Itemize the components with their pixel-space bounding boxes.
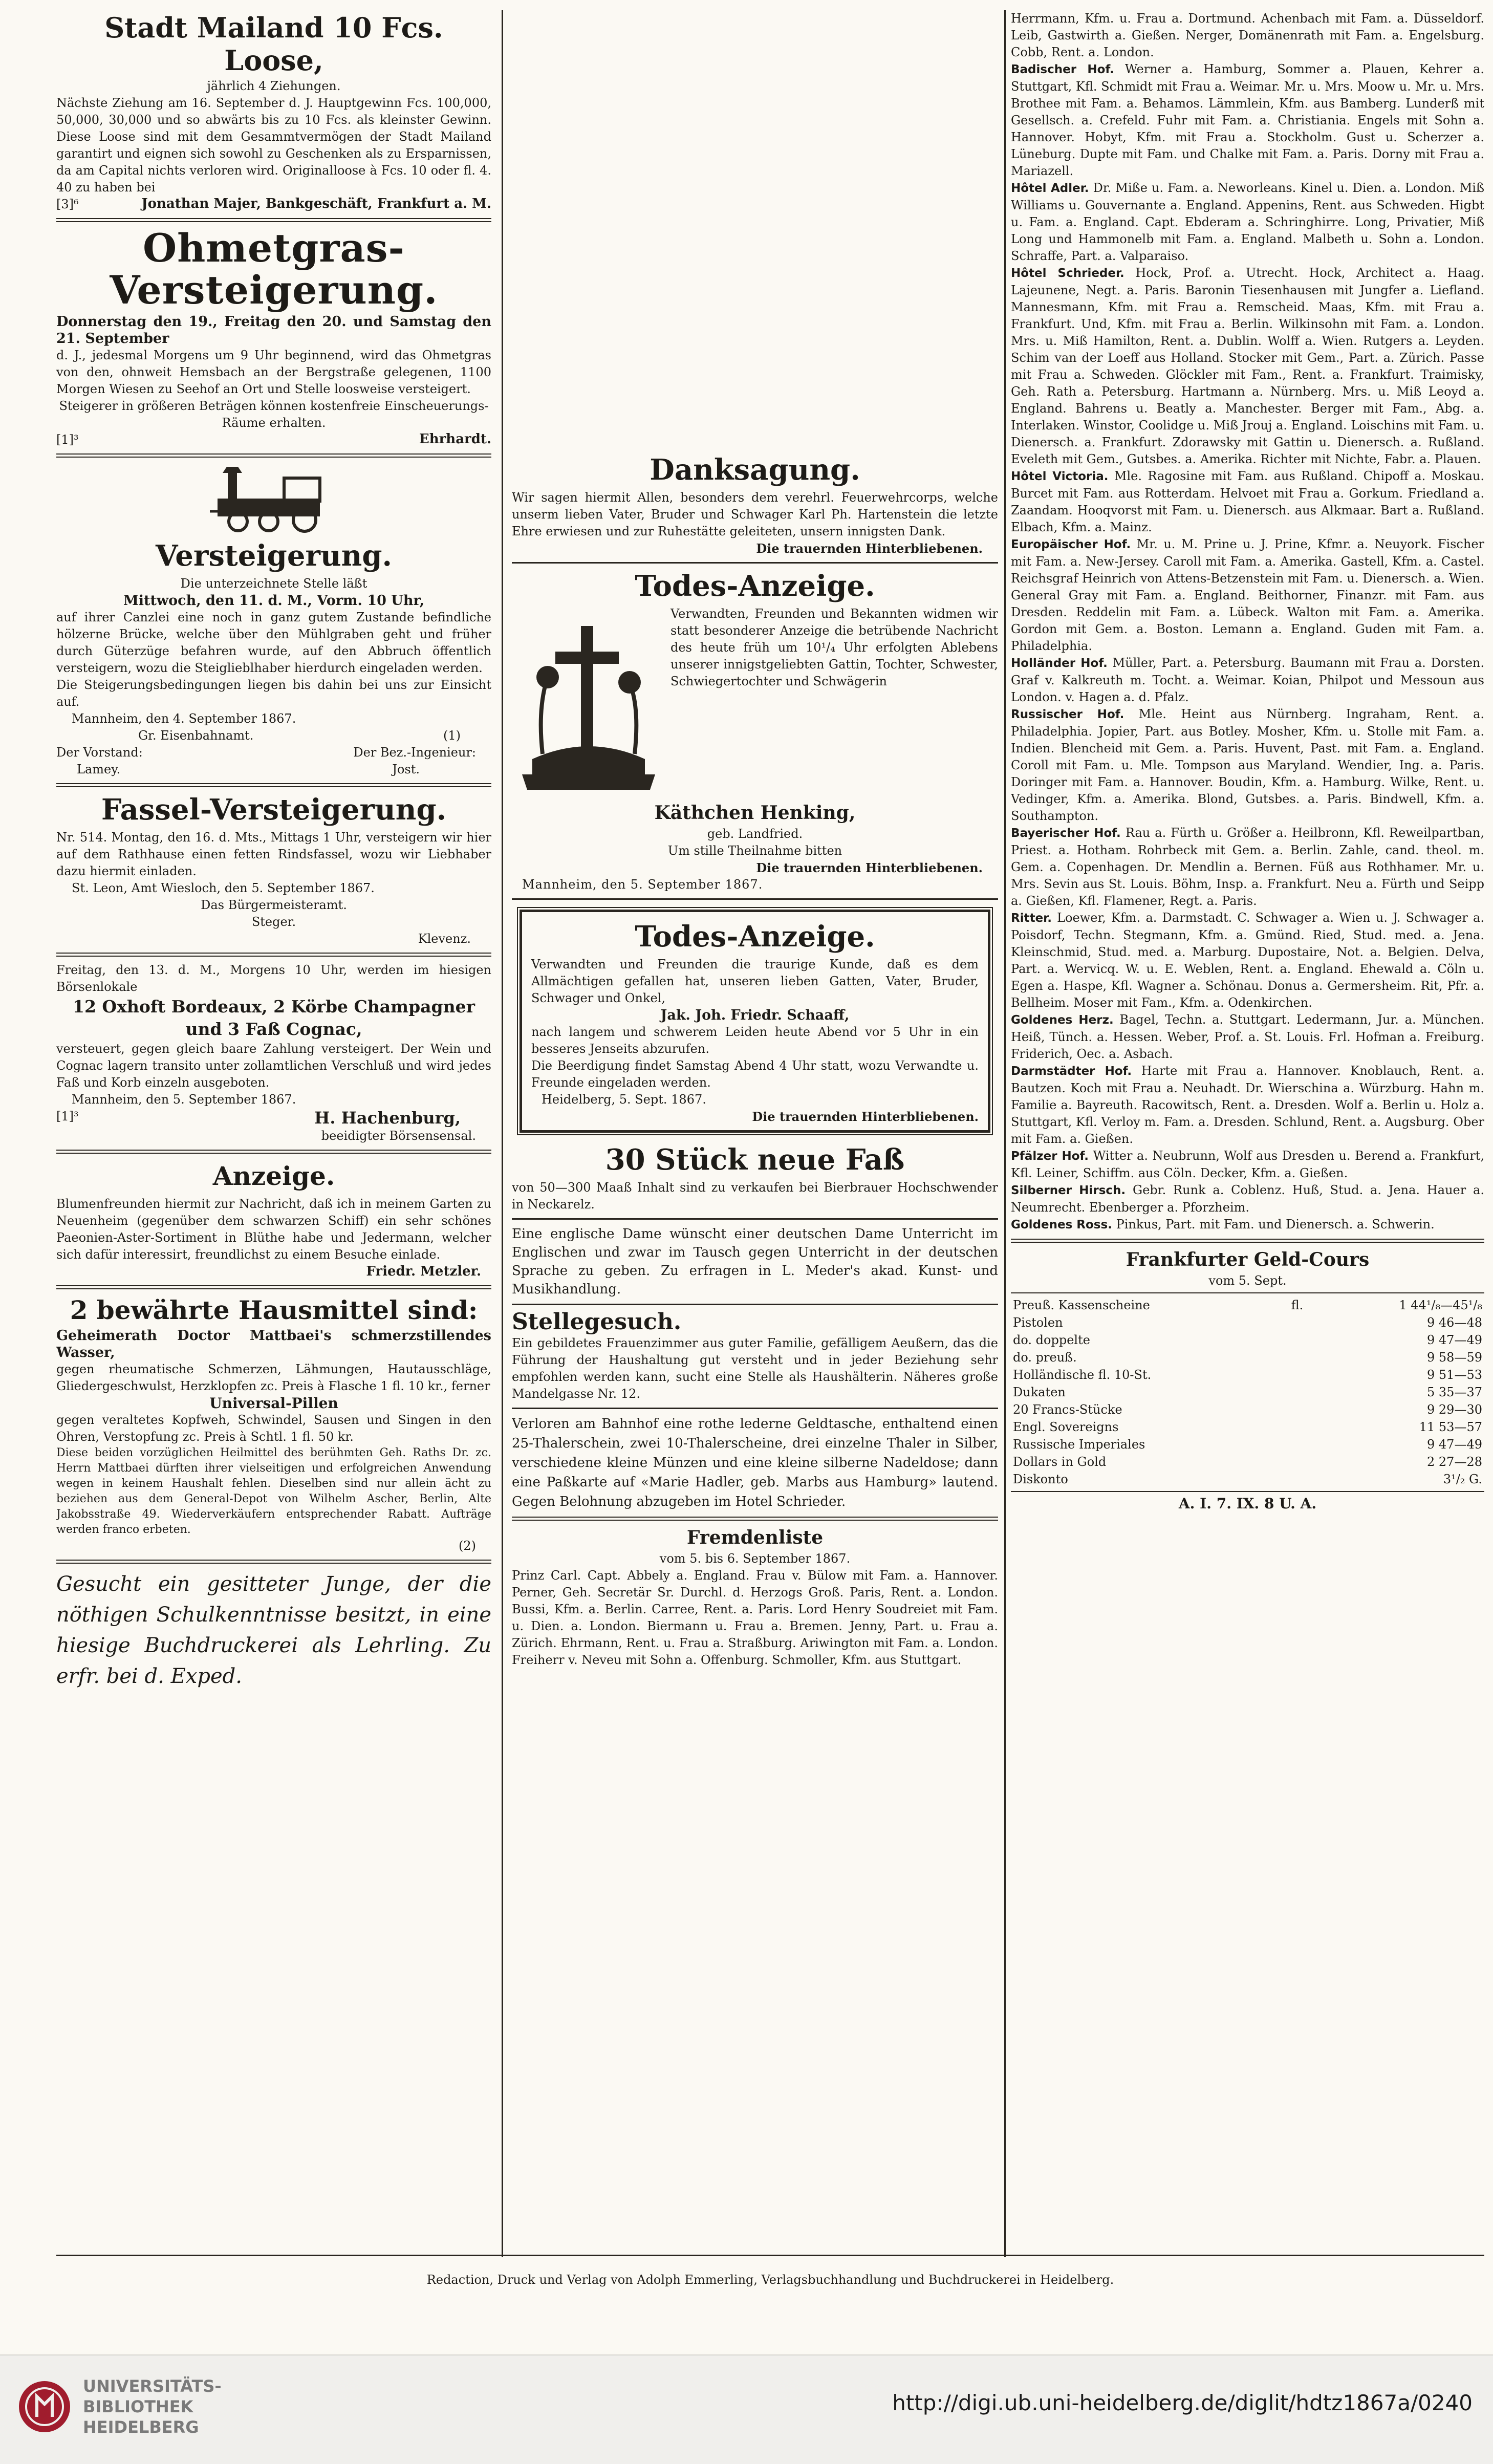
fremdenliste-text: Prinz Carl. Capt. Abbely a. England. Frau v. Bülow mit Fam. a. Hannover. Perner, Geh. Secretär Sr. Durchl. d. Herzogs Groß. Paris, Rent. a. London. Bussi, Kfm. a. Berlin. Carree, Rent. a. Paris. Lord Henry Soudreiet mit Fam. u. Dien. a. London. Biermann u. Frau a. Bremen. Jenny, Part. u. Frau a. Zürich. Ehrmann, Rent. u. Frau a. Straßburg. Ariwington mit Fam. a. London. Freiherr v. Neveu mit Sohn a. Offenburg. Schmoller, Kfm. aus Stuttgart. [512, 1568, 998, 1667]
divider [56, 1285, 491, 1289]
todes-text: Verwandten, Freunden und Bekannten widmen wir statt besonderer Anzeige die betrübende Nachricht des heute früh um 10¹/₄ Uhr erfolgten Ablebens unserer innigstgeliebten Gattin, Tochter, Schwester, Schwiegertochter und Schwägerin [670, 607, 998, 688]
hotel-entry [1011, 706, 1484, 825]
hotel-guests: Dr. Miße u. Fam. a. Neworleans. Kinel u. Dien. a. London. Miß Williams u. Gouvernante a. England. Appenins, Rent. aus Schweden. Higbt u. Fam. a. England. Capt. Ebderam a. Schringhirre. Long, Privatier, Miß Long und Hammonelb mit Fam. a. England. Malbeth u. Sohn a. London. Schraffe, Part. a. Valparaiso. [1011, 181, 1484, 263]
currency-row [1011, 1436, 1484, 1453]
fass-text: von 50—300 Maaß Inhalt sind zu verkaufen bei Bierbrauer Hochschwender in Neckarelz. [512, 1180, 998, 1212]
hausmittel-item2: Universal-Pillen [209, 1395, 338, 1412]
currency-value: 9 47—49 [1427, 1437, 1482, 1452]
hotel-name: Darmstädter Hof. [1011, 1065, 1132, 1078]
column-middle [512, 450, 998, 1669]
deceased2-name: Jak. Joh. Friedr. Schaaff, [660, 1007, 850, 1023]
hotel-name: Holländer Hof. [1011, 657, 1108, 670]
hotel-guests: Pinkus, Part. mit Fam. und Dienersch. a. Schwerin. [1112, 1217, 1435, 1231]
logo-line1: UNIVERSITÄTS- [83, 2376, 222, 2396]
hotel-entry [1011, 536, 1484, 655]
hotel-entry [1011, 265, 1484, 468]
mailand-title: Stadt Mailand 10 Fcs. Loose, [104, 11, 443, 77]
hotel-guests: Harte mit Frau a. Hannover. Knoblauch, Rent. a. Bautzen. Koch mit Frau a. Neuhadt. Dr. Wierschina a. Würzburg. Hahn m. Familie a. Bayreuth. Racowitsch, Rent. a. Dresden. Wolf a. Berlin u. Holz a. Stuttgart, Kfl. Verloy m. Fam. a. Dresden. Schlund, Rent. a. Augsburg. Ober mit Fam. a. Gießen. [1011, 1064, 1484, 1146]
fassel-office: Das Bürgermeisteramt. [201, 898, 347, 912]
versteigerung-date: Mittwoch, den 11. d. M., Vorm. 10 Uhr, [123, 593, 425, 609]
divider [56, 953, 491, 957]
currency-label: 20 Francs-Stücke [1013, 1402, 1122, 1417]
hotel-guests: Witter a. Neubrunn, Wolf aus Dresden u. Berend a. Frankfurt, Kfl. Leiner, Schiffm. aus Cöln. Decker, Kfm. a. Gießen. [1011, 1149, 1484, 1180]
todes2-place: Heidelberg, 5. Sept. 1867. [542, 1092, 706, 1107]
currency-unit [1289, 1349, 1314, 1366]
hotel-name: Russischer Hof. [1011, 708, 1124, 721]
hotel-name: Silberner Hirsch. [1011, 1184, 1126, 1197]
imprint-footer: Redaction, Druck und Verlag von Adolph Emmerling, Verlagsbuchhandlung und Buchdruckerei in Heidelberg. [426, 2273, 1114, 2287]
anzeige-signature: Friedr. Metzler. [366, 1264, 481, 1279]
currency-row [1011, 1296, 1484, 1314]
divider [512, 1517, 998, 1521]
code-line: A. I. 7. IX. 8 U. A. [1178, 1495, 1317, 1512]
currency-row [1011, 1471, 1484, 1488]
lehrling-text: Gesucht ein gesitteter Junge, der die nöthigen Schulkenntnisse besitzt, in eine hiesige Buchdruckerei als Lehrling. Zu erfr. bei d. Exped. [56, 1572, 491, 1688]
grave-cross-illustration [512, 606, 665, 800]
hotel-guests: Bagel, Techn. a. Stuttgart. Ledermann, Jur. a. München. Heiß, Tünch. a. Hessen. Weber, Prof. a. St. Louis. Frl. Hofman a. Freiburg. Friderich, Oec. a. Asbach. [1011, 1012, 1484, 1061]
divider [1011, 1491, 1484, 1492]
hotel-entry [1011, 825, 1484, 910]
hotel-entry [1011, 1011, 1484, 1063]
hotel-name: Ritter. [1011, 912, 1052, 925]
stellegesuch-ad [512, 1310, 998, 1402]
currency-unit [1289, 1331, 1314, 1349]
hotel-name: Pfälzer Hof. [1011, 1150, 1089, 1163]
mailand-text: Nächste Ziehung am 16. September d. J. Hauptgewinn Fcs. 100,000, 50,000, 30,000 und so abwärts bis zu 10 Fcs. als kleinster Gewinn. Diese Loose sind mit dem Gesammtvermögen der Stadt Mailand garantirt und eignen sich sowohl zu Geschenken als zu Ersparnissen, da am Capital nichts verloren wird. Originalloose à Fcs. 10 oder fl. 4. 40 zu haben bei [56, 96, 491, 194]
todes2-text: Verwandten und Freunden die traurige Kunde, daß es dem Allmächtigen gefallen hat, unseren lieben Gatten, Vater, Bruder, Schwager und Onkel, [531, 957, 979, 1005]
currency-unit [1289, 1401, 1314, 1418]
fassel-place: St. Leon, Amt Wiesloch, den 5. September 1867. [72, 881, 375, 895]
currency-unit [1289, 1418, 1314, 1436]
danksagung-ad [512, 452, 998, 557]
fremdenliste-title: Fremdenliste [686, 1527, 824, 1548]
fass-title: 30 Stück neue Faß [605, 1143, 905, 1177]
divider [56, 453, 491, 458]
logo-line2: BIBLIOTHEK [83, 2397, 193, 2416]
fremdenliste [512, 1526, 998, 1669]
currency-value: 9 51—53 [1427, 1368, 1482, 1382]
wine-auction-ad [56, 962, 491, 1144]
todes2-title: Todes-Anzeige. [635, 920, 875, 954]
column-divider [1004, 10, 1006, 2257]
todes-anzeige-henking [512, 569, 998, 893]
divider [56, 783, 491, 787]
wine-signature: H. Hachenburg, [314, 1108, 461, 1128]
hotel-entry [1011, 61, 1484, 180]
stellegesuch-text: Ein gebildetes Frauenzimmer aus guter Familie, gefälligem Aeußern, das die Führung der Haushaltung gut versteht und in jeder Beziehung sehr empfohlen werden kann, sucht eine Stelle als Haushälterin. Näheres große Mandelgasse Nr. 12. [512, 1336, 998, 1401]
currency-value: 5 35—37 [1427, 1385, 1482, 1399]
todes-signature: Die trauernden Hinterbliebenen. [756, 860, 983, 875]
guest-list-intro: Herrmann, Kfm. u. Frau a. Dortmund. Achenbach mit Fam. a. Düsseldorf. Leib, Gastwirth a. Gießen. Nerger, Domänenrath mit Fam. a. Engelsburg. Cobb, Rent. a. London. [1011, 11, 1484, 59]
hotel-guests: Gebr. Runk a. Coblenz. Huß, Stud. a. Jena. Hauer a. Neumrecht. Ebenberger a. Pforzheim. [1011, 1183, 1484, 1215]
hausmittel-text1: gegen rheumatische Schmerzen, Lähmungen, Hautausschläge, Gliedergeschwulst, Herzklopfen zc. Preis à Flasche 1 fl. 10 kr., ferner [56, 1362, 491, 1393]
currency-label: Dukaten [1013, 1385, 1066, 1399]
hotel-guests: Mr. u. M. Prine u. J. Prine, Kfmr. a. Neuyork. Fischer mit Fam. a. New-Jersey. Caroll mit Fam. a. Amerika. Gastell, Kfm. a. Castel. Reichsgraf Heinrich von Attens-Betzenstein mit Fam. u. Dienersch. a. Wien. General Gray mit Fam. a. England. Beithorner, Finanzr. mit Fam. aus Dresden. Reddelin mit Fam. a. Lübeck. Walton mit Fam. a. Amerika. Gordon mit Gem. a. Boston. Lemann a. England. Guden mit Fam. a. Philadelphia. [1011, 537, 1484, 653]
hotel-name: Hôtel Schrieder. [1011, 267, 1124, 280]
verloren-text: Verloren am Bahnhof eine rothe lederne Geldtasche, enthaltend einen 25-Thalerschein, zwei 10-Thalerscheine, drei einzelne Thaler in Silber, verschiedene kleine Münzen und eine kleine silberne Nadeldose; dann eine Paßkarte auf «Marie Hadler, geb. Marbs aus Hamburg» lautend. Gegen Belohnung abzugeben im Hotel Schrieder. [512, 1416, 998, 1509]
hotel-entry [1011, 180, 1484, 265]
hotel-guests: Hock, Prof. a. Utrecht. Hock, Architect a. Haag. Lajeunene, Negt. a. Paris. Baronin Tiesenhausen mit Jungfer a. Liefland. Mannesmann, Kfm. mit Frau a. Remscheid. Maas, Kfm. mit Frau a. Frankfurt. Und, Kfm. mit Frau a. Berlin. Wilkinsohn mit Fam. a. London. Mrs. u. Miß Hamilton, Rent. a. Dublin. Wolff a. Wien. Rutgers a. Leyden. Schim van der Loeff aus Holland. Stocker mit Gem., Part. a. Zürich. Passe mit Frau a. Schweden. Glöckler mit Fam., Rent. a. Frankfurt. Traimisky, Geh. Rath a. Petersburg. Hartmann a. Nürnberg. Mrs. u. Miß Leoyd a. England. Bahrens u. Beatly a. Manchester. Berger mit Fam., Abg. a. Interlaken. Winstor, Coolidge u. Miß Jrouj a. England. Loischins mit Fam. u. Dienersch. a. Frankfurt. Zdorawsky mit Gattin u. Dienersch. a. Rußland. Eveleth mit Gem., Gutsbes. a. Amerika. Richter mit Nichte, Fabr. a. Plauen. [1011, 266, 1484, 466]
currency-row [1011, 1314, 1484, 1331]
currency-value: 2 27—28 [1427, 1455, 1482, 1469]
geld-cours-subtitle: vom 5. Sept. [1208, 1273, 1287, 1288]
geld-cours-title: Frankfurter Geld-Cours [1126, 1249, 1370, 1270]
library-logo[interactable] [16, 2376, 222, 2437]
hotel-name: Bayerischer Hof. [1011, 827, 1121, 840]
hotel-name: Goldenes Herz. [1011, 1013, 1114, 1027]
versteigerung-text: Die unterzeichnete Stelle läßt [180, 576, 367, 591]
divider [56, 218, 491, 222]
divider [512, 898, 998, 900]
divider [56, 1560, 491, 1564]
anzeige-ad [56, 1159, 491, 1280]
stellegesuch-title: Stellegesuch. [512, 1309, 682, 1335]
mailand-subtitle: jährlich 4 Ziehungen. [207, 79, 341, 93]
vorstand-name: Lamey. [77, 762, 121, 776]
hotel-name: Europäischer Hof. [1011, 538, 1131, 551]
library-seal-icon [16, 2376, 73, 2437]
currency-value: 9 58—59 [1427, 1350, 1482, 1365]
hotel-guests: Mle. Heint aus Nürnberg. Ingraham, Rent. a. Philadelphia. Jopier, Part. aus Botley. Mosher, Kfm. u. Stolle mit Fam. a. Indien. Blencheid mit Gem. a. Paris. Huvent, Past. mit Fam. a. England. Coroll mit Fam. u. Mle. Tompson aus Maryland. Wendier, Ing. a. Paris. Doringer mit Fam. a. Hannover. Boudin, Kfm. a. Hamburg. Wilke, Rent. u. Vedinger, Kfm. a. Amerika. Blond, Gutsbes. a. Paris. Bindwell, Kfm. a. Southampton. [1011, 707, 1484, 823]
currency-label: Dollars in Gold [1013, 1455, 1107, 1469]
ad-mark: (1) [443, 728, 461, 743]
vorstand-label: Der Vorstand: [56, 745, 143, 760]
currency-value: 1 44¹/₈—45¹/₈ [1399, 1298, 1482, 1312]
column-left [56, 10, 491, 1692]
danksagung-title: Danksagung. [650, 453, 860, 487]
ingenieur-name: Jost. [392, 762, 420, 776]
fassel-text: Nr. 514. Montag, den 16. d. Mts., Mittags 1 Uhr, versteigern wir hier auf dem Rathhause einen fetten Rindsfassel, wozu wir Liebhaber dazu hiermit einladen. [56, 830, 491, 878]
divider [56, 1150, 491, 1154]
currency-label: Holländische fl. 10-St. [1013, 1368, 1152, 1382]
column-right [1011, 10, 1484, 1512]
currency-value: 9 29—30 [1427, 1402, 1482, 1417]
hotel-name: Hôtel Victoria. [1011, 470, 1109, 483]
currency-label: Russische Imperiales [1013, 1437, 1145, 1452]
ingenieur-label: Der Bez.-Ingenieur: [353, 745, 476, 760]
hausmittel-text3: Diese beiden vorzüglichen Heilmittel des berühmten Geh. Raths Dr. zc. Herrn Mattbaei dürften ihrer vielseitigen und erfolgreichen Anwendung wegen in keinem Haushalt fehlen. Dieselben sind nur allein ächt zu beziehen aus dem General-Depot von Wilhelm Ascher, Berlin, Alte Jakobsstraße 49. Wiederverkäufern entsprechender Rabatt. Aufträge werden franco erbeten. [56, 1446, 491, 1536]
column-divider [502, 10, 503, 2257]
hotel-name: Badischer Hof. [1011, 63, 1114, 76]
currency-unit [1289, 1436, 1314, 1453]
currency-table [1011, 1296, 1484, 1488]
currency-label: do. preuß. [1013, 1350, 1077, 1365]
wine-place: Mannheim, den 5. September 1867. [72, 1092, 296, 1107]
versteigerung-text2: auf ihrer Canzlei eine noch in ganz gutem Zustande befindliche hölzerne Brücke, welche über den Mühlgraben geht und früher durch Güterzüge befahren wurde, auf den Abbruch öffentlich versteigern, wozu die Steiglieblhaber hierdurch eingeladen werden. [56, 610, 491, 675]
versteigerung-office: Gr. Eisenbahnamt. [138, 728, 254, 743]
danksagung-text: Wir sagen hiermit Allen, besonders dem verehrl. Feuerwehrcorps, welche unserm lieben Vater, Bruder und Schwager Karl Ph. Hartenstein die letzte Ehre erwiesen und zur Ruhestätte geleiteten, unsern innigsten Dank. [512, 490, 998, 538]
ad-mark: [1]³ [56, 433, 79, 447]
fassel-ad [56, 792, 491, 947]
todes-anzeige-schaaff [517, 907, 993, 1135]
currency-unit [1289, 1453, 1314, 1471]
hotel-name: Goldenes Ross. [1011, 1218, 1112, 1231]
ohmetgras-title: Ohmetgras-Versteigerung. [110, 225, 438, 313]
todes2-text2: nach langem und schwerem Leiden heute Abend vor 5 Uhr in ein besseres Jenseits abzurufen. [531, 1025, 979, 1056]
divider [512, 1218, 998, 1220]
currency-unit [1289, 1384, 1314, 1401]
todes-title: Todes-Anzeige. [635, 569, 875, 603]
fassel-name2: Klevenz. [418, 932, 471, 946]
currency-value: 11 53—57 [1419, 1420, 1482, 1434]
currency-value: 3¹/₂ G. [1443, 1472, 1482, 1486]
divider [1011, 1239, 1484, 1243]
currency-label: Preuß. Kassenscheine [1013, 1298, 1150, 1312]
hotel-entry [1011, 1148, 1484, 1182]
currency-row [1011, 1331, 1484, 1349]
fassel-name1: Steger. [251, 915, 296, 929]
divider [56, 2255, 1484, 2256]
hausmittel-title: 2 bewährte Hausmittel sind: [70, 1295, 478, 1325]
currency-row [1011, 1349, 1484, 1366]
hotel-entry [1011, 1063, 1484, 1148]
mailand-signature: Jonathan Majer, Bankgeschäft, Frankfurt a. M. [141, 196, 491, 211]
locomotive-illustration [207, 463, 340, 534]
anzeige-title: Anzeige. [212, 1161, 335, 1191]
anzeige-text: Blumenfreunden hiermit zur Nachricht, daß ich in meinem Garten zu Neuenheim (gegenüber dem schwarzen Schiff) ein sehr schönes Paeonien-Aster-Sortiment in Blüthe habe und Jedermann, welcher sich dafür interessirt, freundlichst zu einem Besuche einlade. [56, 1197, 491, 1262]
deceased-born: geb. Landfried. [707, 827, 803, 841]
wine-role: beeidigter Börsensensal. [321, 1129, 476, 1143]
currency-row [1011, 1418, 1484, 1436]
hotel-entry [1011, 1216, 1484, 1234]
currency-row [1011, 1401, 1484, 1418]
currency-value: 9 46—48 [1427, 1315, 1482, 1330]
fremdenliste-subtitle: vom 5. bis 6. September 1867. [659, 1551, 851, 1566]
currency-label: do. doppelte [1013, 1333, 1090, 1347]
ohmetgras-signature: Ehrhardt. [419, 431, 491, 447]
hotel-guests: Loewer, Kfm. a. Darmstadt. C. Schwager a. Wien u. J. Schwager a. Poisdorf, Techn. Stegmann, Kfm. a. Gmünd. Ried, Stud. med. a. Jena. Kleinschmid, Stud. med. a. Marburg. Dupostaire, Not. a. Belgien. Delva, Part. a. Wervicq. W. u. E. Weblen, Rent. a. England. Ehewald a. Cöln u. Egen a. Haspe, Kfl. Wagner a. Schönau. Donus a. Germersheim. Rit, Pfr. a. Bellheim. Moser mit Fam., Kfm. a. Odenkirchen. [1011, 911, 1484, 1010]
currency-label: Engl. Sovereigns [1013, 1420, 1119, 1434]
ohmetgras-text2: Steigerer in größeren Beträgen können kostenfreie Einscheuerungs-Räume erhalten. [59, 399, 489, 430]
versteigerung-title: Versteigerung. [155, 539, 393, 573]
currency-value: 9 47—49 [1427, 1333, 1482, 1347]
versteigerung-ad [56, 463, 491, 778]
todes2-signature: Die trauernden Hinterbliebenen. [752, 1109, 979, 1124]
fassel-title: Fassel-Versteigerung. [101, 793, 447, 827]
verloren-ad [512, 1414, 998, 1511]
divider [512, 1408, 998, 1409]
ohmetgras-dates: Donnerstag den 19., Freitag den 20. und Samstag den 21. September [56, 314, 491, 347]
wine-items: 12 Oxhoft Bordeaux, 2 Körbe Champagner und 3 Faß Cognac, [73, 997, 475, 1039]
versteigerung-place: Mannheim, den 4. September 1867. [72, 711, 296, 726]
dame-text: Eine englische Dame wünscht einer deutschen Dame Unterricht im Englischen und zwar im Tausch gegen Unterricht in der deutschen Sprache zu geben. Zu erfragen in L. Meder's akad. Kunst- und Musikhandlung. [512, 1226, 998, 1297]
ad-mark: [3]⁶ [56, 197, 79, 211]
hotel-list [1011, 61, 1484, 1234]
hotel-entry [1011, 468, 1484, 536]
divider [512, 1304, 998, 1305]
hotel-guests: Werner a. Hamburg, Sommer a. Plauen, Kehrer a. Stuttgart, Kfl. Schmidt mit Frau a. Weimar. Mr. u. Mrs. Moow u. Mr. u. Mrs. Brothee mit Fam. a. Behamos. Lämmlein, Kfm. aus Bamberg. Lunderß mit Gesellsch. a. Crefeld. Fuhr mit Fam. a. Christiania. Engels mit Sohn a. Hannover. Hobyt, Kfm. mit Frau a. Stockholm. Gust u. Scherzer a. Lüneburg. Dupte mit Fam. und Chalke mit Fam. a. Paris. Dorny mit Frau a. Mariazell. [1011, 62, 1484, 178]
wine-text2: versteuert, gegen gleich baare Zahlung versteigert. Der Wein und Cognac lagern transito unter zollamtlichen Verschluß und wird jedes Faß und Korb einzeln ausgeboten. [56, 1042, 491, 1090]
todes2-text3: Die Beerdigung findet Samstag Abend 4 Uhr statt, wozu Verwandte u. Freunde eingeladen werden. [531, 1058, 979, 1090]
fass-ad [512, 1142, 998, 1213]
currency-label: Diskonto [1013, 1472, 1068, 1486]
hotel-guests: Mle. Ragosine mit Fam. aus Rußland. Chipoff a. Moskau. Burcet mit Fam. aus Rotterdam. Helvoet mit Frau a. Gorkum. Friedland a. Zaandam. Hooqvorst mit Fam. u. Dienersch. aus Alkmaar. Bart a. Rußland. Elbach, Kfm. a. Mainz. [1011, 469, 1484, 534]
logo-line3: HEIDELBERG [83, 2417, 199, 2437]
ohmetgras-text: d. J., jedesmal Morgens um 9 Uhr beginnend, wird das Ohmetgras von den, ohnweit Hemsbach an der Bergstraße gelegenen, 1100 Morgen Wiesen zu Seehof an Ort und Stelle loosweise versteigert. [56, 348, 491, 396]
hotel-name: Hôtel Adler. [1011, 182, 1089, 195]
library-bar [0, 2354, 1493, 2464]
ad-mark: [1]³ [56, 1109, 79, 1123]
deceased-name: Käthchen Henking, [654, 802, 856, 824]
divider [512, 562, 998, 564]
currency-row [1011, 1366, 1484, 1384]
versteigerung-text3: Die Steigerungsbedingungen liegen bis dahin bei uns zur Einsicht auf. [56, 678, 491, 709]
currency-unit [1289, 1314, 1314, 1331]
currency-row [1011, 1384, 1484, 1401]
geld-cours [1011, 1248, 1484, 1512]
danksagung-signature: Die trauernden Hinterbliebenen. [756, 541, 983, 556]
mailand-lottery-ad [56, 11, 491, 213]
hausmittel-text2: gegen veraltetes Kopfweh, Schwindel, Sausen und Singen in den Ohren, Verstopfung zc. Preis à Schtl. 1 fl. 50 kr. [56, 1413, 491, 1444]
hotel-guests: Müller, Part. a. Petersburg. Baumann mit Frau a. Dorsten. Graf v. Kalkreuth m. Tocht. a. Weimar. Koian, Philpot und Messoun aus London. v. Hagen a. d. Pfalz. [1011, 656, 1484, 704]
hausmittel-ad [56, 1294, 491, 1554]
todes-place: Mannheim, den 5. September 1867. [522, 877, 763, 892]
hotel-entry [1011, 655, 1484, 706]
lehrling-ad [56, 1569, 491, 1692]
ad-mark: (2) [459, 1539, 476, 1553]
ohmetgras-ad [56, 227, 491, 448]
wine-text: Freitag, den 13. d. M., Morgens 10 Uhr, werden im hiesigen Börsenlokale [56, 963, 491, 994]
currency-unit [1289, 1366, 1314, 1384]
currency-row [1011, 1453, 1484, 1471]
currency-label: Pistolen [1013, 1315, 1063, 1330]
currency-unit [1289, 1471, 1314, 1488]
permalink-url[interactable]: http://digi.ub.uni-heidelberg.de/diglit/hdtz1867a/0240 [892, 2390, 1473, 2415]
todes-text2: Um stille Theilnahme bitten [667, 844, 842, 858]
dame-ad [512, 1225, 998, 1299]
hotel-entry [1011, 910, 1484, 1011]
hausmittel-item1: Geheimerath Doctor Mattbaei's schmerzstillendes Wasser, [56, 1328, 491, 1360]
hotel-entry [1011, 1182, 1484, 1216]
hotel-guests: Rau a. Fürth u. Größer a. Heilbronn, Kfl. Reweilpartban, Priest. a. Hotham. Rohrbeck mit Gem. a. Berlin. Zahle, cand. theol. m. Gem. a. Copenhagen. Dr. Mendlin a. Bernen. Füß aus Rothhamer. Mr. u. Mrs. Sevin aus St. Louis. Böhm, Insp. a. Frankfurt. Neu a. Fürth und Seipp a. Gießen, Kfl. Flamener, Regt. a. Paris. [1011, 826, 1484, 908]
divider [1011, 1292, 1484, 1293]
currency-unit: fl. [1291, 1298, 1304, 1312]
